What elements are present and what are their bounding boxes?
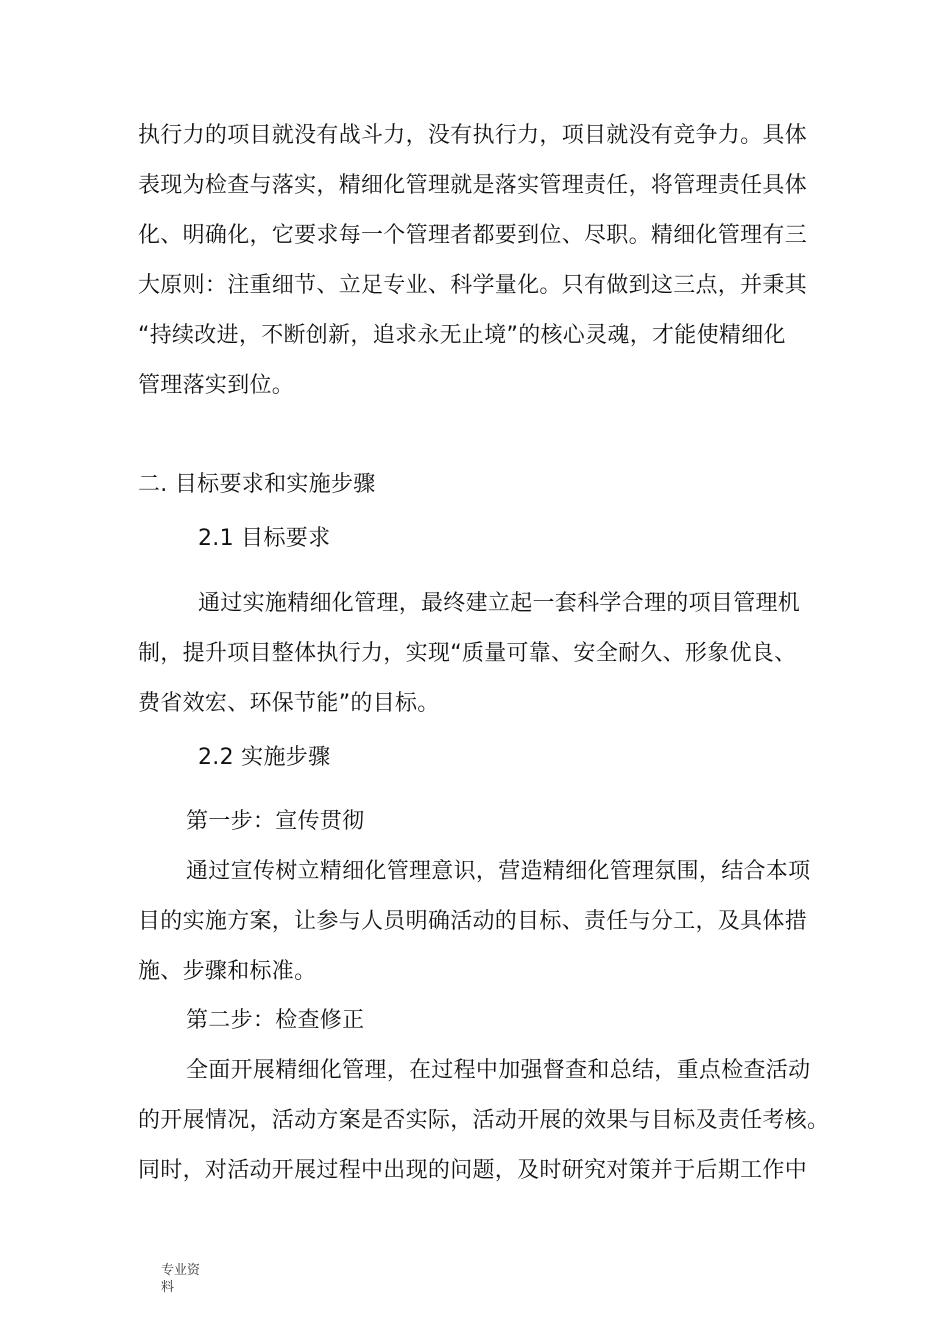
step-2-title: 第二步：检查修正	[186, 1008, 365, 1033]
step-2-line: 同时，对活动开展过程中出现的问题，及时研究对策并于后期工作中	[138, 1158, 808, 1183]
intro-line: 管理落实到位。	[138, 373, 295, 398]
subsection-heading-goals: 2.1 目标要求	[198, 526, 331, 551]
step-1-title: 第一步：宣传贯彻	[186, 809, 365, 834]
intro-line: 大原则：注重细节、立足专业、科学量化。只有做到这三点，并秉其	[138, 273, 808, 298]
footer-label: 专业资料	[161, 1263, 201, 1295]
step-1-line: 通过宣传树立精细化管理意识，营造精细化管理氛围，结合本项	[186, 859, 811, 884]
step-2-line: 的开展情况，活动方案是否实际，活动开展的效果与目标及责任考核。	[138, 1108, 830, 1133]
step-2-line: 全面开展精细化管理，在过程中加强督查和总结，重点检查活动	[186, 1058, 811, 1083]
step-1-line: 施、步骤和标准。	[138, 959, 317, 984]
step-1-line: 目的实施方案，让参与人员明确活动的目标、责任与分工，及具体措	[138, 909, 808, 934]
intro-line: 表现为检查与落实，精细化管理就是落实管理责任，将管理责任具体	[138, 173, 808, 198]
goals-line: 通过实施精细化管理，最终建立起一套科学合理的项目管理机	[198, 591, 801, 616]
intro-line: 执行力的项目就没有战斗力，没有执行力，项目就没有竞争力。具体	[138, 123, 808, 148]
goals-line: 制，提升项目整体执行力，实现“质量可靠、安全耐久、形象优良、	[138, 641, 797, 666]
intro-line: 化、明确化，它要求每一个管理者都要到位、尽职。精细化管理有三	[138, 223, 808, 248]
subsection-heading-steps: 2.2 实施步骤	[198, 745, 331, 770]
intro-line: “持续改进，不断创新，追求永无止境”的核心灵魂，才能使精细化	[138, 323, 786, 348]
goals-line: 费省效宏、环保节能”的目标。	[138, 691, 440, 716]
section-heading: 二. 目标要求和实施步骤	[138, 472, 376, 497]
